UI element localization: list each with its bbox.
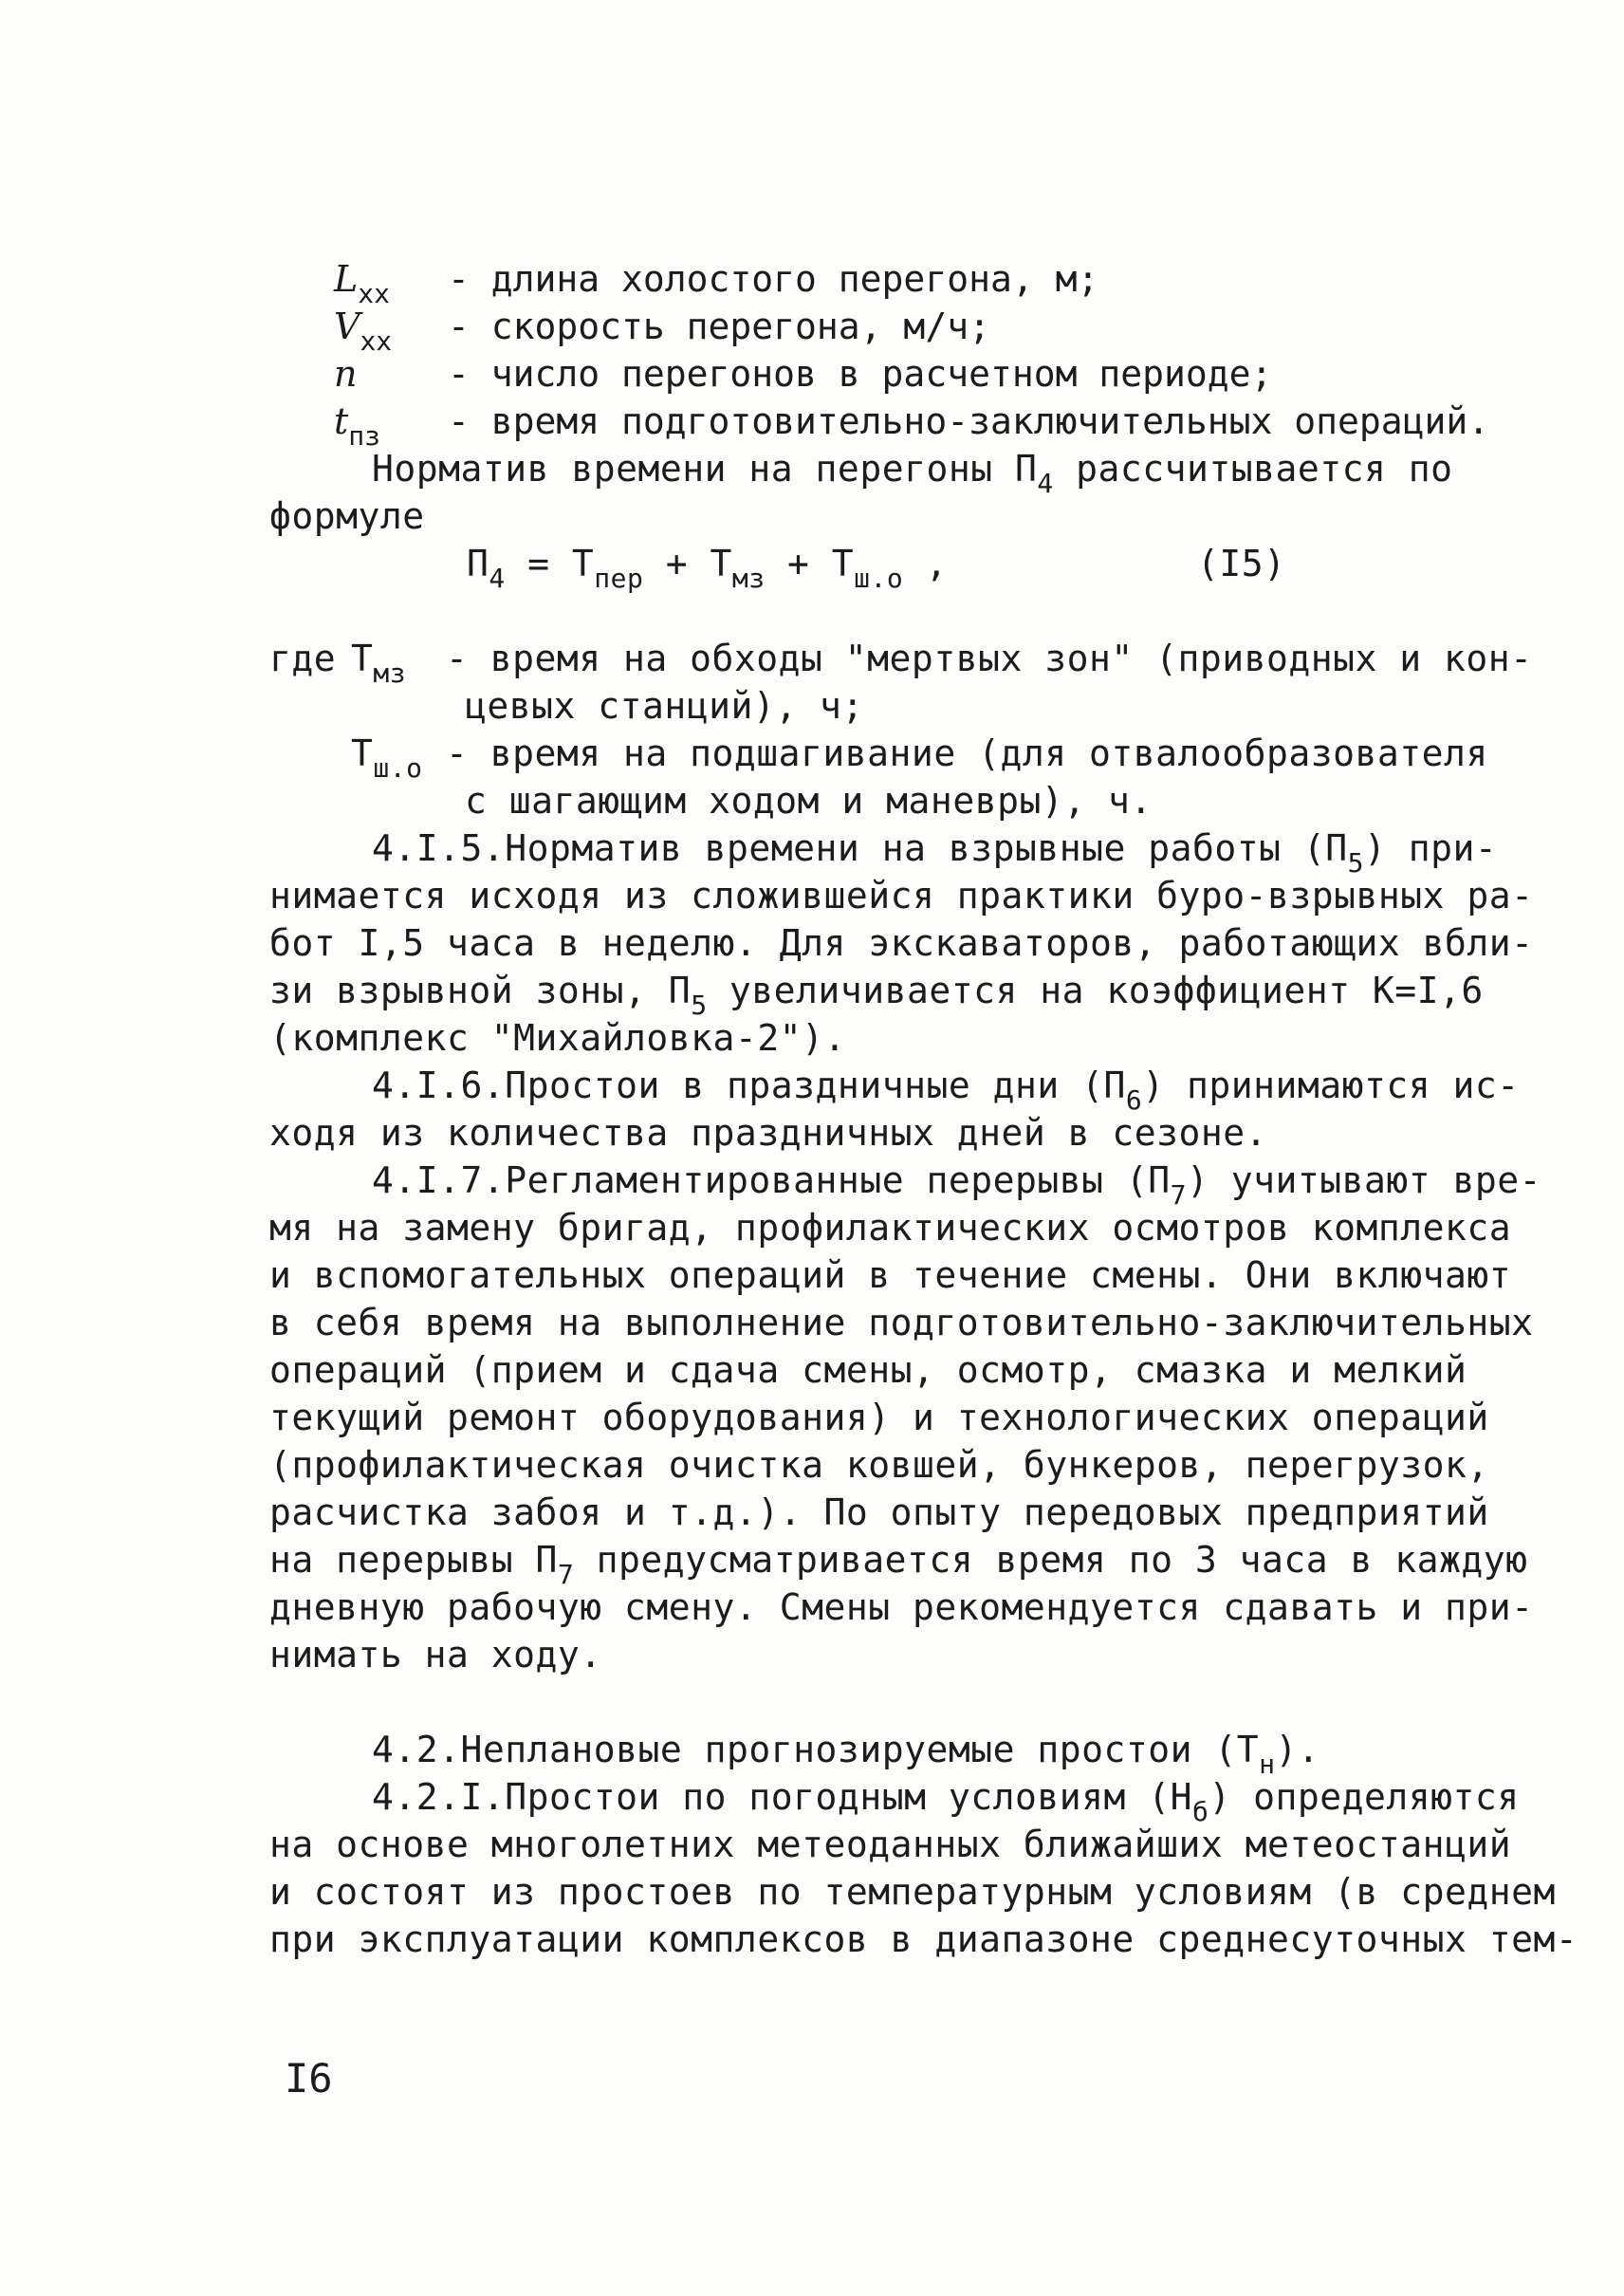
definition-t [334,400,1489,452]
subscript: ш.о [854,563,904,594]
definition-L [334,258,1098,309]
where-word: где [269,638,337,679]
text: 4.I.5.Норматив времени на взрывные работы (П [372,827,1348,869]
paragraph-line [269,1302,1534,1343]
text: в себя время на выполнение подготовительно-заключительных [269,1302,1534,1343]
text: ) определяются [1209,1776,1520,1818]
text: предусматривается время по 3 часа в каждую [574,1539,1528,1581]
subscript: 7 [557,1559,575,1590]
text: расчистка забоя и т.д.). По опыту передовых предприятий [269,1491,1489,1533]
section-heading [372,1729,1320,1780]
text: бот I,5 часа в неделю. Для экскаваторов, работающих вбли- [269,922,1534,964]
paragraph-line [372,1159,1541,1211]
formula-op: + [643,543,710,584]
text: текущий ремонт оборудования) и технологических операций [269,1397,1489,1438]
subscript: 5 [1347,847,1364,879]
paragraph-line [269,1444,1489,1486]
text: 4.2.Неплановые прогнозируемые простои (Т [372,1729,1260,1770]
text: - время на обходы "мертвых зон" (приводных и кон- [446,638,1533,679]
paragraph-line [269,1397,1489,1438]
text: Норматив времени на перегоны П [372,448,1038,490]
paragraph-line [269,1918,1578,1960]
text: операций (прием и сдача смены, осмотр, смазка и мелкий [269,1349,1467,1391]
where-text [465,780,1153,822]
paragraph-line [269,1017,846,1059]
symbol-t: t [334,400,349,442]
paragraph-line [269,1871,1556,1913]
paragraph-line [269,1254,1511,1296]
formula-comma: , [903,543,948,584]
subscript: ш.о [373,752,423,784]
symbol-n: n [334,353,358,395]
text: зи взрывной зоны, П [269,970,692,1011]
where-term [351,732,422,784]
text: и вспомогательных операций в течение смены. Они включают [269,1254,1512,1296]
text: 4.I.7.Регламентированные перерывы (П [372,1159,1171,1201]
paragraph-line [269,1491,1489,1533]
where-text [446,732,1488,774]
subscript: мз [731,563,766,594]
text: 4.2.I.Простои по погодным условиям (Н [372,1776,1192,1818]
text: - время на подшагивание (для отвалообразователя [446,732,1488,774]
where-line [269,638,336,679]
definition-text: - скорость перегона, м/ч; [448,306,990,347]
definition-text: - число перегонов в расчетном периоде; [448,353,1273,395]
text: увеличивается на коэффициент К=I,6 [707,970,1484,1011]
paragraph-line [269,922,1534,964]
symbol: Т [351,638,374,679]
text: (профилактическая очистка ковшей, бункеров, перегрузок, [269,1444,1489,1486]
paragraph-line [269,1112,1267,1154]
text: ) при- [1364,827,1498,869]
text: ) учитывают вре- [1186,1159,1542,1201]
text: на основе многолетних метеоданных ближайших метеостанций [269,1824,1512,1865]
formula-lhs: П [467,543,489,584]
formula-eq: = [505,543,572,584]
symbol-sub: хх [358,278,390,309]
where-text [446,638,1533,679]
paragraph-line [372,1065,1520,1116]
paragraph-line [269,1824,1511,1865]
text: формуле [269,495,425,537]
where-text [465,685,864,727]
where-term [351,638,406,689]
subscript: мз [373,657,407,689]
formula-op: + [765,543,832,584]
text: дневную рабочую смену. Смены рекомендуется сдавать и при- [269,1586,1534,1628]
page-number: I6 [285,2055,333,2102]
formula [467,543,948,594]
text: ). [1275,1729,1320,1770]
formula-term: Т [831,543,855,584]
text: с шагающим ходом и маневры), ч. [465,780,1153,822]
paragraph-line [269,1207,1511,1249]
symbol-sub: пз [348,420,380,452]
equation-number: (I5) [1197,543,1286,584]
symbol-V: V [334,306,360,347]
paragraph-line [269,1634,602,1676]
subscript: б [1191,1796,1209,1827]
definition-text: - время подготовительно-заключительных операций. [448,400,1490,442]
symbol: Т [351,732,374,774]
text: рассчитывается по [1053,448,1453,490]
subscript: 4 [1037,468,1054,499]
paragraph-line [372,448,1453,499]
paragraph-line [269,875,1534,917]
definition-n [334,353,1272,404]
definition-V [334,306,990,357]
subscript: н [1259,1749,1276,1780]
subscript: 4 [489,563,506,594]
formula-term: Т [571,543,595,584]
text: нимать на ходу. [269,1634,602,1676]
text: ) принимаются ис- [1142,1065,1520,1106]
subscript: 5 [691,990,708,1021]
paragraph-line [372,827,1497,879]
subscript: 6 [1125,1084,1143,1116]
subscript: пер [594,563,644,594]
paragraph-line [372,1776,1520,1827]
subscript: 7 [1170,1179,1187,1211]
paragraph-line [269,1586,1534,1628]
definition-text: - длина холостого перегона, м; [448,258,1099,300]
text: 4.I.6.Простои в праздничные дни (П [372,1065,1126,1106]
text: при эксплуатации комплексов в диапазоне среднесуточных тем- [269,1918,1578,1960]
text: цевых станций), ч; [465,685,864,727]
text: ходя из количества праздничных дней в сезоне. [269,1112,1268,1154]
paragraph-line [269,970,1484,1021]
paragraph-line [269,1539,1528,1590]
text: (комплекс "Михайловка-2"). [269,1017,846,1059]
formula-number [1197,543,1286,584]
text: на перерывы П [269,1539,558,1581]
text: и состоят из простоев по температурным условиям (в среднем [269,1871,1556,1913]
formula-term: Т [710,543,732,584]
text: нимается исходя из сложившейся практики буро-взрывных ра- [269,875,1534,917]
symbol-L: L [334,258,359,300]
symbol-sub: хх [360,325,393,357]
paragraph-line [269,495,425,537]
text: мя на замену бригад, профилактических осмотров комплекса [269,1207,1512,1249]
paragraph-line [269,1349,1467,1391]
